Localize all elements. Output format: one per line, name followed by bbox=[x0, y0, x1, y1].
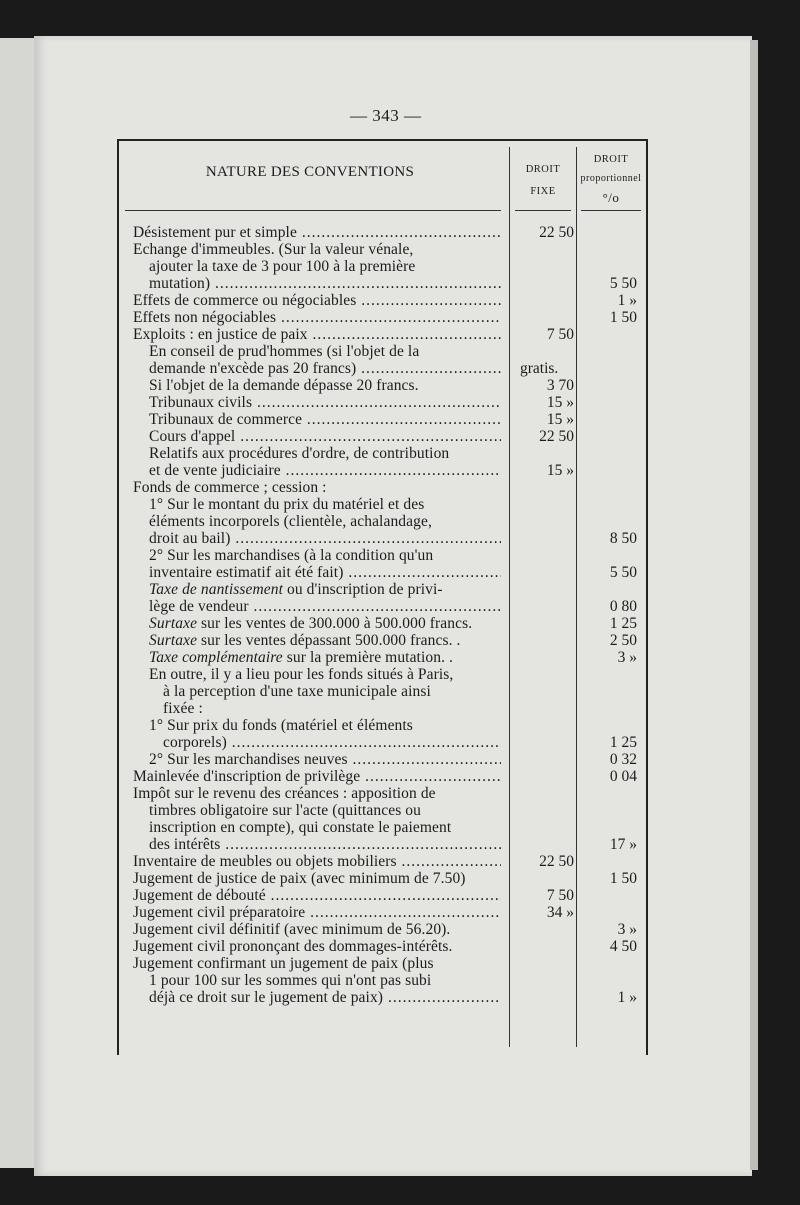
droit-proportionnel-value: 1 25 bbox=[609, 734, 637, 751]
italic-term: Taxe complémentaire bbox=[149, 649, 283, 666]
table-row-label bbox=[149, 428, 501, 445]
table-row-label bbox=[133, 904, 501, 921]
row-text: sur les ventes de 300.000 à 500.000 francs. bbox=[197, 615, 473, 632]
row-text: Jugement civil préparatoire ..... bbox=[133, 904, 501, 921]
row-text: inscription en compte), qui constate le paiement bbox=[149, 819, 452, 836]
row-text: Effets de commerce ou négociables ..... bbox=[133, 292, 501, 309]
table-row-label bbox=[149, 394, 501, 411]
droit-fixe-value: 22 50 bbox=[539, 428, 574, 445]
table-row-label bbox=[133, 479, 501, 496]
droit-proportionnel-value: 5 50 bbox=[609, 564, 637, 581]
droit-proportionnel-value: 1 50 bbox=[609, 309, 637, 326]
row-text: droit au bail) ..... bbox=[149, 530, 501, 547]
table-row-label bbox=[133, 309, 501, 326]
droit-fixe-value: 15 » bbox=[546, 462, 574, 479]
table-row-label bbox=[133, 938, 501, 955]
row-text: déjà ce droit sur le jugement de paix) ..... bbox=[149, 989, 501, 1006]
table-row-label bbox=[133, 241, 501, 258]
header-prop-line1: DROIT bbox=[593, 154, 629, 165]
droit-fixe-value: 3 70 bbox=[546, 377, 574, 394]
table-row-label bbox=[149, 360, 501, 377]
table-row-label bbox=[149, 989, 501, 1006]
table-row-label bbox=[149, 462, 501, 479]
table-row-label bbox=[133, 768, 501, 785]
italic-term: Surtaxe bbox=[149, 615, 198, 632]
row-text: Effets non négociables ..... bbox=[133, 309, 501, 326]
droit-fixe-value: gratis. bbox=[520, 360, 559, 377]
table-row-label bbox=[163, 734, 501, 751]
row-text: et de vente judiciaire ..... bbox=[149, 462, 501, 479]
table-row-label bbox=[133, 292, 501, 309]
table-row-label bbox=[149, 598, 501, 615]
table-row-label bbox=[133, 887, 501, 904]
header-rule-nature bbox=[125, 210, 501, 211]
droit-proportionnel-value: 0 80 bbox=[609, 598, 637, 615]
table-row-label bbox=[133, 785, 501, 802]
header-droit-proportionnel bbox=[578, 150, 644, 207]
droit-fixe-value: 34 » bbox=[546, 904, 574, 921]
table-row-label bbox=[149, 972, 501, 989]
row-text: 1 pour 100 sur les sommes qui n'ont pas subi bbox=[149, 972, 432, 989]
droit-fixe-value: 15 » bbox=[546, 411, 574, 428]
header-rule-prop bbox=[581, 210, 641, 211]
row-text: sur la première mutation. . bbox=[282, 649, 454, 666]
row-text: ajouter la taxe de 3 pour 100 à la première bbox=[149, 258, 416, 275]
row-text: Jugement de débouté ..... bbox=[133, 887, 501, 904]
row-text: fixée : bbox=[163, 700, 203, 717]
row-text: ou d'inscription de privi- bbox=[283, 581, 443, 598]
row-text: mutation) ..... bbox=[149, 275, 501, 292]
droit-proportionnel-value: 8 50 bbox=[609, 530, 637, 547]
row-text: Mainlevée d'inscription de privilège ..... bbox=[133, 768, 501, 785]
droit-proportionnel-value: 0 32 bbox=[609, 751, 637, 768]
row-text: inventaire estimatif ait été fait) ..... bbox=[149, 564, 501, 581]
row-text: 1° Sur le montant du prix du matériel et des bbox=[149, 496, 425, 513]
droit-proportionnel-value: 17 » bbox=[609, 836, 637, 853]
droit-fixe-value: 15 » bbox=[546, 394, 574, 411]
table-row-label bbox=[149, 564, 501, 581]
droit-proportionnel-value: 1 » bbox=[617, 989, 637, 1006]
header-rule-fixe bbox=[515, 210, 571, 211]
table-row-label bbox=[149, 275, 501, 292]
droit-proportionnel-value: 1 » bbox=[617, 292, 637, 309]
row-text: Si l'objet de la demande dépasse 20 francs. bbox=[149, 377, 419, 394]
row-text: 1° Sur prix du fonds (matériel et éléments bbox=[149, 717, 413, 734]
row-text: Impôt sur le revenu des créances : apposition de bbox=[133, 785, 436, 802]
table-row-label bbox=[163, 700, 501, 717]
header-fixe-line2: FIXE bbox=[530, 186, 556, 197]
header-nature: NATURE DES CONVENTIONS bbox=[205, 164, 415, 180]
row-text: des intérêts ..... bbox=[149, 836, 501, 853]
droit-fixe-value: 7 50 bbox=[546, 887, 574, 904]
droit-proportionnel-value: 4 50 bbox=[609, 938, 637, 955]
row-text: demande n'excède pas 20 francs) ..... bbox=[149, 360, 501, 377]
row-text: 2° Sur les marchandises (à la condition qu'un bbox=[149, 547, 434, 564]
table-row-label bbox=[149, 530, 501, 547]
table-row-label bbox=[149, 717, 501, 734]
table-row-label bbox=[149, 802, 501, 819]
table-row-label bbox=[149, 581, 501, 598]
row-text: Exploits : en justice de paix ..... bbox=[133, 326, 501, 343]
table-row-label bbox=[149, 819, 501, 836]
row-text: Désistement pur et simple ..... bbox=[133, 224, 501, 241]
table-row-label bbox=[149, 343, 501, 360]
table-row-label bbox=[149, 377, 501, 394]
table-row-label bbox=[133, 224, 501, 241]
row-text: En outre, il y a lieu pour les fonds situés à Paris, bbox=[149, 666, 454, 683]
header-droit-fixe bbox=[512, 159, 574, 203]
table-row-label bbox=[133, 853, 501, 870]
table-row-label bbox=[149, 496, 501, 513]
droit-proportionnel-value: 1 25 bbox=[609, 615, 637, 632]
row-text: Relatifs aux procédures d'ordre, de contribution bbox=[149, 445, 450, 462]
table-row-label bbox=[149, 445, 501, 462]
table-row-label bbox=[149, 258, 501, 275]
droit-proportionnel-value: 3 » bbox=[617, 921, 637, 938]
row-text: Inventaire de meubles ou objets mobiliers ..... bbox=[133, 853, 501, 870]
column-divider-fixe bbox=[509, 147, 510, 1047]
row-text: sur les ventes dépassant 500.000 francs. . bbox=[197, 632, 461, 649]
page-edge bbox=[750, 40, 758, 1170]
table-row-label bbox=[149, 751, 501, 768]
row-text: Cours d'appel ..... bbox=[149, 428, 501, 445]
row-text: Jugement civil définitif (avec minimum de 56.20). bbox=[133, 921, 451, 938]
droit-fixe-value: 7 50 bbox=[546, 326, 574, 343]
table-row-label bbox=[149, 836, 501, 853]
header-fixe-line1: DROIT bbox=[525, 164, 561, 175]
droit-proportionnel-value: 1 50 bbox=[609, 870, 637, 887]
droit-proportionnel-value: 3 » bbox=[617, 649, 637, 666]
table-row-label bbox=[149, 632, 501, 649]
table-row-label bbox=[149, 547, 501, 564]
table-row-label bbox=[149, 615, 501, 632]
row-text: 2° Sur les marchandises neuves ..... bbox=[149, 751, 501, 768]
droit-proportionnel-value: 2 50 bbox=[609, 632, 637, 649]
table-row-label bbox=[149, 513, 501, 530]
row-text: timbres obligatoire sur l'acte (quittances ou bbox=[149, 802, 422, 819]
table-row-label bbox=[149, 666, 501, 683]
table-row-label bbox=[133, 921, 501, 938]
droit-proportionnel-value: 5 50 bbox=[609, 275, 637, 292]
row-text: Echange d'immeubles. (Sur la valeur vénale, bbox=[133, 241, 414, 258]
droit-fixe-value: 22 50 bbox=[539, 853, 574, 870]
row-text: Fonds de commerce ; cession : bbox=[133, 479, 327, 496]
column-divider-prop bbox=[576, 147, 577, 1047]
table-row-label bbox=[163, 683, 501, 700]
row-text: Tribunaux de commerce ..... bbox=[149, 411, 501, 428]
row-text: Jugement confirmant un jugement de paix (plus bbox=[133, 955, 434, 972]
table-row-label bbox=[133, 955, 501, 972]
header-prop-line3: °/o bbox=[602, 190, 620, 205]
row-text: éléments incorporels (clientèle, achalandage, bbox=[149, 513, 432, 530]
page-number: — 343 — bbox=[350, 106, 422, 125]
droit-fixe-value: 22 50 bbox=[539, 224, 574, 241]
droit-proportionnel-value: 0 04 bbox=[609, 768, 637, 785]
table-row-label bbox=[149, 411, 501, 428]
row-text: lège de vendeur ..... bbox=[149, 598, 501, 615]
italic-term: Taxe de nantissement bbox=[149, 581, 284, 598]
row-text: Tribunaux civils ..... bbox=[149, 394, 501, 411]
row-text: En conseil de prud'hommes (si l'objet de la bbox=[149, 343, 420, 360]
row-text: Jugement de justice de paix (avec minimum de 7.50) bbox=[133, 870, 466, 887]
row-text: corporels) ..... bbox=[163, 734, 501, 751]
table-row-label bbox=[149, 649, 501, 666]
table-row-label bbox=[133, 870, 501, 887]
row-text: Jugement civil prononçant des dommages-intérêts. bbox=[133, 938, 453, 955]
italic-term: Surtaxe bbox=[149, 632, 198, 649]
header-prop-line2: proportionnel bbox=[580, 173, 642, 184]
table-row-label bbox=[133, 326, 501, 343]
row-text: à la perception d'une taxe municipale ainsi bbox=[163, 683, 431, 700]
